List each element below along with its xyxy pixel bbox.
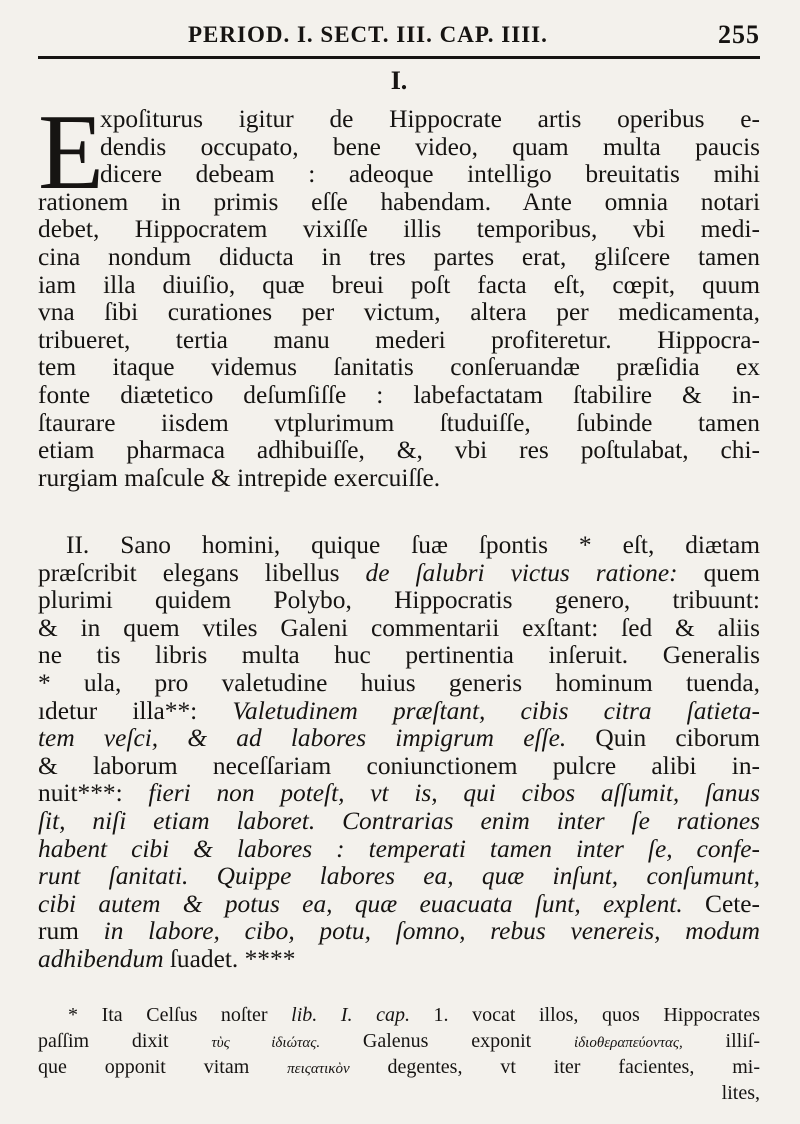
book-title: de ſalubri victus ratione:	[365, 558, 678, 587]
footnote-line	[38, 1054, 760, 1080]
text-run: ıdetur illa**:	[38, 696, 233, 725]
text-line: habent cibi & labores : temperati tamen inter ſe, confe-	[38, 834, 760, 863]
quote-run: tem veſci, & ad labores impigrum eſſe.	[38, 724, 567, 753]
text-run: ſuadet. ****	[163, 944, 296, 973]
text-line: dicere debeam : adeoque intelligo breuitatis mihi	[100, 160, 760, 189]
text-run: * Ita Celſus noſter	[68, 1004, 292, 1026]
greek-run: τὺς ἰδιώτας.	[211, 1035, 321, 1051]
page-number: 255	[718, 20, 760, 49]
text-line: ne tis libris multa huc pertinentia inſeruit. Generalis	[38, 641, 760, 670]
quote-run: cibi autem & potus ea, quæ euacuata ſunt, explent.	[38, 889, 683, 918]
text-line: iam illa diuiſio, quæ breui poſt facta eſt, cœpit, quum	[38, 270, 760, 299]
text-line: * ula, pro valetudine huius generis hominum tuenda,	[38, 668, 760, 697]
text-run: rum	[38, 917, 104, 946]
text-line: & in quem vtiles Galeni commentarii exſtant: ſed & aliis	[38, 613, 760, 642]
text-line: rurgiam maſcule & intrepide exercuiſſe.	[38, 463, 441, 492]
text-line	[38, 891, 760, 919]
footnote-line	[38, 1028, 760, 1054]
text-line: debet, Hippocratem vixiſſe illis temporibus, vbi medi-	[38, 215, 760, 244]
text-line: vna ſibi curationes per victum, altera per medicamenta,	[38, 298, 760, 327]
quote-run: Valetudinem præſtant, cibis citra ſatieta-	[232, 696, 760, 725]
text-line: & laborum neceſſariam coniunctionem pulcre alibi in-	[38, 751, 760, 780]
greek-run: πειςατικὸν	[287, 1061, 350, 1077]
header-rule	[38, 56, 760, 59]
text-line	[38, 780, 760, 808]
text-line	[38, 918, 760, 946]
text-run: Quin ciborum	[566, 724, 761, 753]
paragraph-1	[38, 93, 760, 492]
text-run: Cete-	[682, 889, 760, 918]
text-line	[38, 698, 760, 726]
text-run: degentes, vt iter facientes, mi-	[349, 1056, 760, 1078]
text-line: tem itaque videmus ſanitatis conſeruandæ præſidia ex	[38, 353, 760, 382]
text-line: ſit, niſi etiam laboret. Contrarias enim inter ſe rationes	[38, 806, 760, 835]
text-line: plurimi quidem Polybo, Hippocratis genero, tribuunt:	[38, 586, 760, 615]
running-title: PERIOD. I. SECT. III. CAP. IIII.	[188, 22, 548, 47]
quote-run: in labore, cibo, potu, ſomno, rebus venereis, modum	[103, 917, 760, 946]
citation-run: lib. I. cap.	[291, 1004, 410, 1026]
text-line	[38, 725, 760, 753]
text-line: tribueret, tertia manu mederi profiteretur. Hippocra-	[38, 325, 760, 354]
footnote-line	[38, 1002, 760, 1028]
greek-run: ἰδιοθεραπεύοντας,	[574, 1035, 683, 1051]
quote-run: fieri non poteſt, vt is, qui cibos aſſumit, ſanus	[148, 779, 760, 808]
running-header	[38, 12, 760, 52]
text-run: quem	[677, 558, 760, 587]
text-line: etiam pharmaca adhibuiſſe, &, vbi res poſtulabat, chi-	[38, 436, 760, 465]
text-line	[38, 946, 760, 974]
footnote-line: lites,	[721, 1082, 760, 1104]
text-line: fonte diætetico deſumſiſſe : labefactatam ſtabilire & in-	[38, 380, 760, 409]
section-number: I.	[390, 66, 408, 95]
text-line: II. Sano homini, quique ſuæ ſpontis * eſt, diætam	[66, 531, 760, 559]
book-page	[38, 12, 760, 1112]
text-run: Galenus exponit	[320, 1030, 575, 1052]
text-line: rationem in primis eſſe habendam. Ante omnia notari	[38, 187, 760, 216]
text-run: que opponit vitam	[38, 1056, 288, 1078]
text-run: nuit***:	[38, 779, 149, 808]
drop-cap: E	[38, 93, 104, 212]
text-line: cina nondum diducta in tres partes erat, gliſcere tamen	[38, 242, 760, 271]
quote-run: adhibendum	[38, 944, 164, 973]
text-line	[38, 560, 760, 588]
footnote	[38, 1002, 760, 1106]
text-line: ſtaurare iisdem vtplurimum ſtuduiſſe, ſubinde tamen	[38, 408, 760, 437]
text-line: runt ſanitati. Quippe labores ea, quæ inſunt, conſumunt,	[38, 862, 760, 891]
text-run: præſcribit elegans libellus	[38, 558, 366, 587]
text-line: dendis occupato, bene video, quam multa paucis	[100, 132, 760, 161]
text-line: xpoſiturus igitur de Hippocrate artis operibus e-	[100, 105, 760, 133]
text-run: 1. vocat illos, quos Hippocrates	[409, 1004, 760, 1026]
paragraph-2	[38, 532, 760, 974]
text-run: paſſim dixit	[38, 1030, 212, 1052]
text-run: illiſ-	[682, 1030, 761, 1052]
